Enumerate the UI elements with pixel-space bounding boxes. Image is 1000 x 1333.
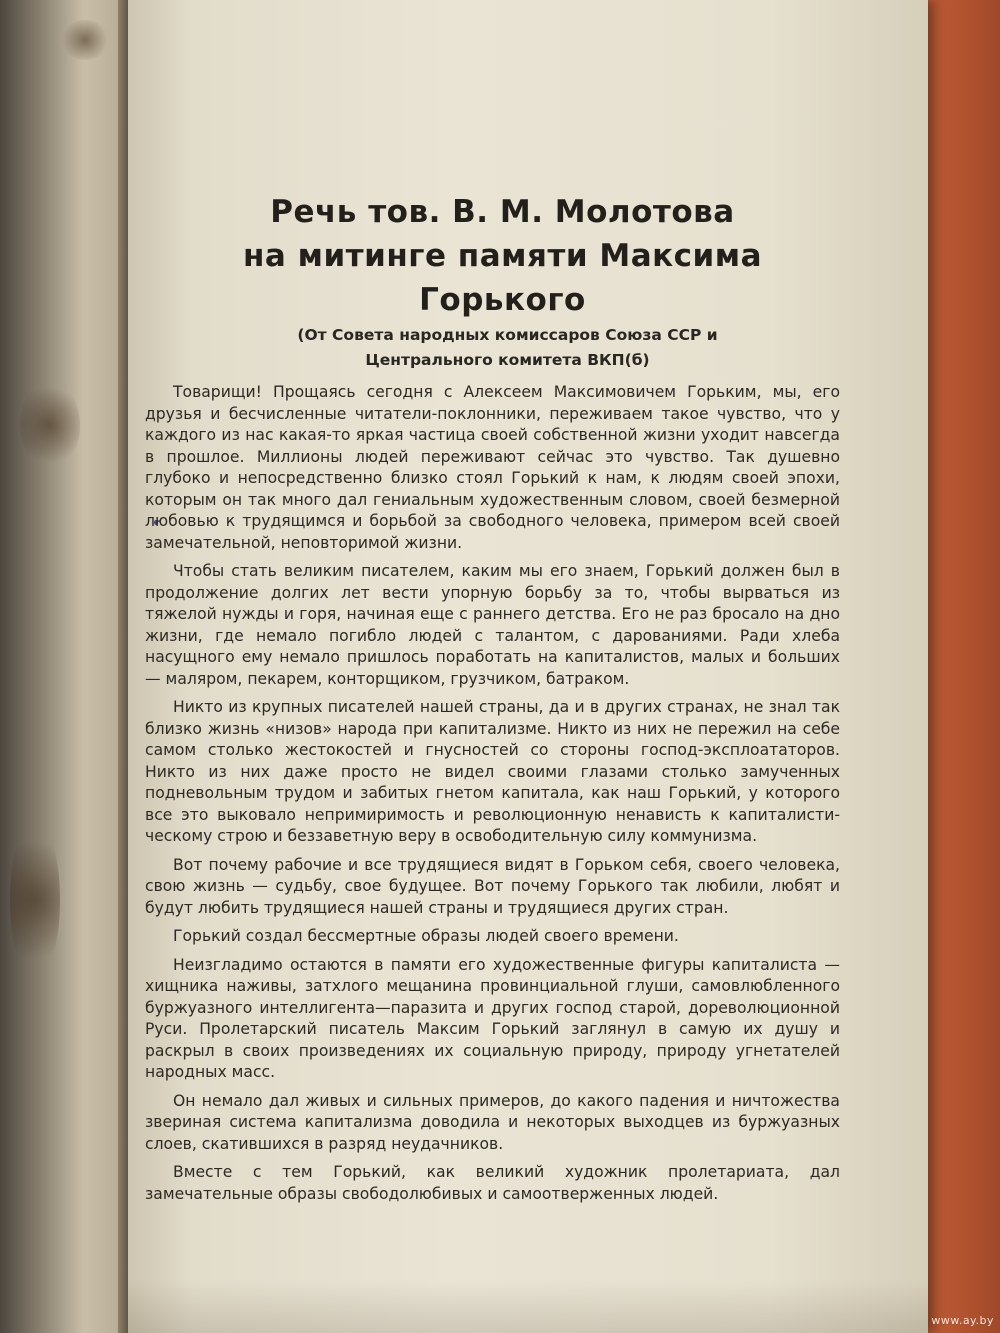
paragraph: Он немало дал живых и сильных примеров, до какого падения и ничтожества звериная система капитализма доводила и некоторых выходцев из буржуазных слоев, скатившихся в разряд неудачников. — [145, 1091, 840, 1153]
subtitle-line-1: (От Совета народных комиссаров Союза ССР и — [297, 326, 718, 344]
paragraph: Горький создал бессмертные образы людей своего времени. — [173, 927, 679, 945]
title-line-1: Речь тов. В. М. Молотова — [270, 194, 735, 230]
page-stain — [10, 820, 60, 980]
paragraph: Неизгладимо остаются в памяти его художественные фигуры капиталиста — хищника наживы, затхлого мещанина провинциальной глуши, самовлюбленного буржуазного интеллигента—паразита и других господ старой, дореволюционной Руси. Пролетарский писатель Максим Горький заглянул в самую их душу и раскрыл в своих произведениях их социальную природу, природу угнетателей народных масс. — [145, 955, 840, 1081]
title-line-2: на митинге памяти Максима Горького — [242, 238, 763, 318]
paragraph: Никто из крупных писателей нашей страны, да и в других странах, не знал так близко жизнь «низов» народа при капитализме. Никто из них не пережил на себе самом столько жестокостей и гнусностей со стороны господ-эксплоататоров. Никто из них даже просто не видел своими глазами столько замученных подневольным трудом и забитых гнетом капитала, как наш Горький, у которого все это выковало непримиримость и революционную ненависть к капиталистическому строю и беззаветную веру в освободительную силу коммунизма. — [145, 698, 840, 845]
page-stain — [60, 20, 110, 60]
page-content — [145, 190, 840, 1212]
paragraph: Чтобы стать великим писателем, каким мы его знаем, Горький должен был в продолжение долгих лет вести упорную борьбу за то, чтобы вырваться из тяжелой нужды и горя, начиная еще с раннего детства. Его не раз бросало на дно жизни, где немало погибло людей с талантом, с дарованиями. Ради хлеба насущного ему немало пришлось поработать на капиталистов, малых и больших — маляром, пекарем, конторщиком, грузчиком, батраком. — [145, 562, 840, 688]
paragraph: Вот почему рабочие и все трудящиеся видят в Горьком себя, своего человека, свою жизнь — судьбу, свое будущее. Вот почему Горького так любили, любят и будут любить трудящиеся нашей страны и трудящиеся других стран. — [145, 855, 840, 917]
site-watermark: www.ay.by — [931, 1314, 994, 1327]
subtitle-line-2: Центрального комитета ВКП(б) — [365, 351, 650, 369]
paragraph: Товарищи! Прощаясь сегодня с Алексеем Максимовичем Горьким, мы, его друзья и бесчисленные читатели-поклонники, переживаем такое чувство, что у каждого из нас какая-то яркая частица своей собственной жизни уходит навсегда в прошлое. Миллионы людей переживают сейчас это чувство. Так душевно глубоко и непосредственно близко стоял Горький к нам, к людям своей эпохи, которым он так много дал гениальным художественным словом, своей безмерной любовью к трудящимся и борьбой за свободного человека, примером всей своей замечательной, неповторимой жизни. — [145, 383, 840, 552]
page-shadow — [128, 1280, 928, 1333]
page-stain — [20, 380, 80, 470]
speech-body — [145, 382, 840, 1205]
paragraph: Вместе с тем Горький, как великий художник пролетариата, дал замечательные образы свободолюбивых и самоотверженных людей. — [145, 1163, 840, 1203]
